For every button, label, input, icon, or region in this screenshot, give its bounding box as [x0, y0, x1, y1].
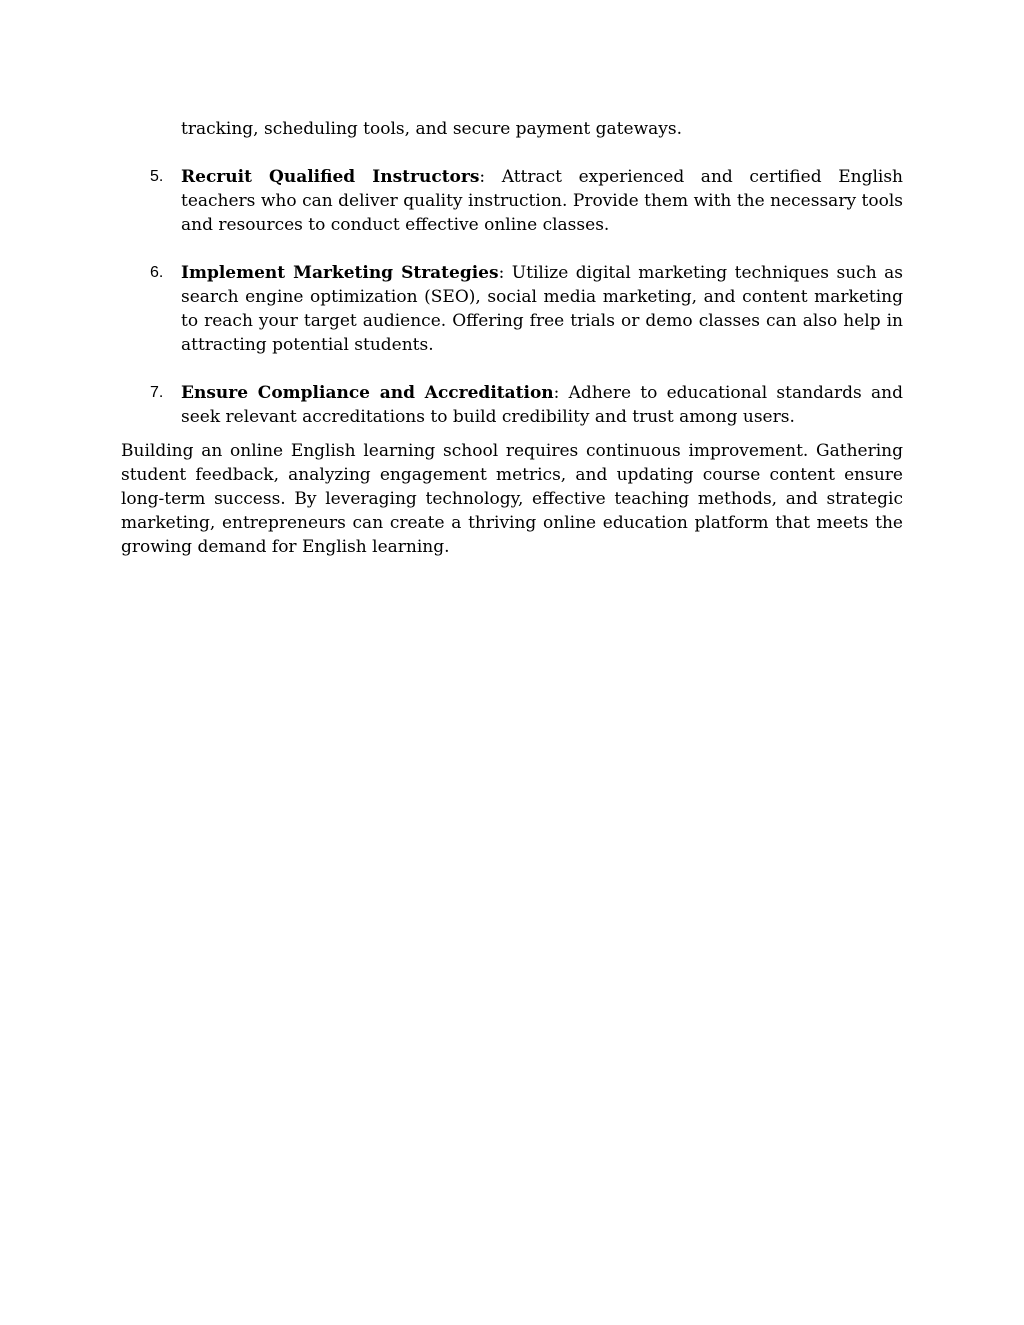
list-item — [121, 381, 903, 429]
list-item-body: Attract experienced and certified English teachers who can deliver quality instruction. Provide them with the necessary tools and resources to conduct effective online classes. — [181, 167, 903, 235]
list-item-text — [181, 165, 903, 237]
numbered-list — [121, 165, 903, 429]
list-item-body: Utilize digital marketing techniques such as search engine optimization (SEO), social media marketing, and content marketing to reach your target audience. Offering free trials or demo classes can also help in attracting potential students. — [181, 263, 903, 355]
list-item-title: Implement Marketing Strategies — [181, 263, 499, 283]
list-item-number: 6. — [150, 264, 164, 281]
list-item-separator: : — [553, 383, 560, 403]
list-item — [121, 165, 903, 237]
list-item-text — [181, 261, 903, 357]
list-item-text — [181, 381, 903, 429]
list-item-title: Ensure Compliance and Accreditation — [181, 383, 554, 403]
list-item-title: Recruit Qualified Instructors — [181, 167, 480, 187]
document-body — [121, 117, 903, 559]
list-item-separator: : — [498, 263, 505, 283]
closing-paragraph: Building an online English learning school requires continuous improvement. Gathering student feedback, analyzing engagement metrics, and updating course content ensure long-term success. By leveraging technology, effective teaching methods, and strategic marketing, entrepreneurs can create a thriving online education platform that meets the growing demand for English learning. — [121, 441, 903, 557]
list-item-number: 5. — [150, 168, 164, 185]
continuation-text: tracking, scheduling tools, and secure payment gateways. — [181, 119, 682, 139]
list-item-separator: : — [479, 167, 486, 187]
list-item-number: 7. — [150, 384, 164, 401]
list-item — [121, 261, 903, 357]
list-item-body: Adhere to educational standards and seek relevant accreditations to build credibility and trust among users. — [181, 383, 903, 427]
